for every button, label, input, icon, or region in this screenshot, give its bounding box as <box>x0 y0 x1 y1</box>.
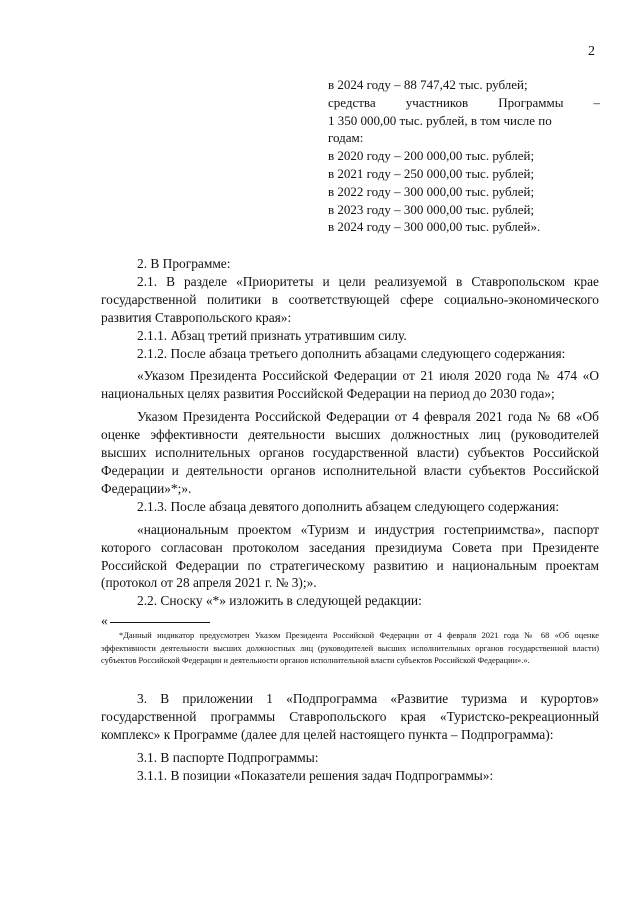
spacer <box>101 668 599 690</box>
paragraph: 2. В Программе: <box>137 256 231 271</box>
paragraph: 3.1. В паспорте Подпрограммы: <box>137 749 319 765</box>
footnote-separator <box>101 612 599 630</box>
page-number: 2 <box>588 44 595 59</box>
paragraph: 3.1.1. В позиции «Показатели решения задач Подпрограммы»: <box>137 767 494 783</box>
footnote-open-quote: « <box>101 613 108 629</box>
paragraph: 2.2. Сноску «*» изложить в следующей редакции: <box>137 593 422 609</box>
paragraph: 2.1.1. Абзац третий признать утратившим силу. <box>137 327 407 343</box>
paragraph: 2.1.2. После абзаца третьего дополнить абзацами следующего содержания: <box>137 345 566 361</box>
paragraph: Указом Президента Российской Федерации от 4 февраля 2021 года № 68 «Об оценке эффективности деятельности высших должностных лиц (руководителей высших исполнительных органов государственной власти) субъектов Российской Федерации и деятельности органов исполнительной власти субъектов Российской Федерации»*;». <box>101 409 599 496</box>
funding-line: в 2021 году – 250 000,00 тыс. рублей; <box>328 165 535 181</box>
document-body <box>101 255 599 784</box>
paragraph: 2.1.3. После абзаца девятого дополнить абзацем следующего содержания: <box>137 498 560 514</box>
footnote: *Данный индикатор предусмотрен Указом Президента Российской Федерации от 4 февраля 2021 года № 68 «Об оценке эффективности деятельности высших должностных лиц (руководителей высших исполнительных органов государственной власти) субъектов Российской Федерации и деятельности органов исполнительной власти субъектов Российской Федерации».». <box>101 631 599 666</box>
paragraph: «национальным проектом «Туризм и индустрия гостеприимства», паспорт которого согласован протоколом заседания президиума Совета при Президенте Российской Федерации по стратегическому развитию и национальным проектам (протокол от 28 апреля 2021 г. № 3);». <box>101 521 599 591</box>
funding-line: 1 350 000,00 тыс. рублей, в том числе по <box>328 112 552 128</box>
funding-line: в 2020 году – 200 000,00 тыс. рублей; <box>328 148 535 164</box>
funding-line: средства участников Программы – <box>328 94 600 110</box>
paragraph: «Указом Президента Российской Федерации от 21 июля 2020 года № 474 «О национальных целях развития Российской Федерации на период до 2030 года»; <box>101 368 599 402</box>
paragraph: 2.1. В разделе «Приоритеты и цели реализуемой в Ставропольском крае государственной политики в соответствующей сфере социально-экономического развития Ставропольского края»: <box>101 273 599 325</box>
funding-line: в 2024 году – 88 747,42 тыс. рублей; <box>328 77 528 92</box>
funding-line: в 2023 году – 300 000,00 тыс. рублей; <box>328 201 535 217</box>
funding-line: годам: <box>328 130 364 146</box>
footnote-rule <box>110 622 210 623</box>
paragraph: 3. В приложении 1 «Подпрограмма «Развитие туризма и курортов» государственной программы Ставропольского края «Туристско-рекреационный комплекс» к Программе (далее для целей настоящего пункта – Подпрограмма): <box>101 690 599 742</box>
funding-line: в 2024 году – 300 000,00 тыс. рублей». <box>328 219 541 235</box>
funding-block <box>328 76 600 236</box>
funding-line: в 2022 году – 300 000,00 тыс. рублей; <box>328 183 535 199</box>
